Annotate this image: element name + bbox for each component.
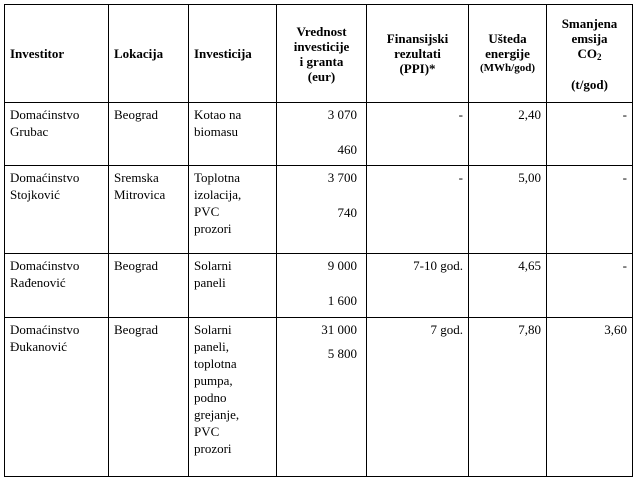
smanjena-cell: - xyxy=(547,254,633,318)
finansijski-cell: - xyxy=(367,166,469,254)
investicija-cell: Toplotna izolacija, PVC prozori xyxy=(189,166,277,254)
header-row xyxy=(5,5,633,103)
lokacija-cell: Sremska Mitrovica xyxy=(109,166,189,254)
investicija-cell: Solarni paneli xyxy=(189,254,277,318)
usteda-cell: 2,40 xyxy=(469,103,547,166)
vrednost-cell: 3 700 740 xyxy=(277,166,367,254)
usteda-cell: 5,00 xyxy=(469,166,547,254)
finansijski-cell: - xyxy=(367,103,469,166)
lokacija-cell: Beograd xyxy=(109,318,189,477)
investicija-cell: Solarni paneli, toplotna pumpa, podno grejanje, PVC prozori xyxy=(189,318,277,477)
smanjena-cell: - xyxy=(547,166,633,254)
header-lokacija: Lokacija xyxy=(109,5,189,103)
investitor-cell: Domaćinstvo Stojković xyxy=(5,166,109,254)
header-investitor: Investitor xyxy=(5,5,109,103)
table-row xyxy=(5,318,633,477)
vrednost-cell: 31 000 5 800 xyxy=(277,318,367,477)
header-finansijski: Finansijski rezultati (PPI)* xyxy=(367,5,469,103)
vrednost-cell: 9 000 1 600 xyxy=(277,254,367,318)
vrednost-cell: 3 070 460 xyxy=(277,103,367,166)
usteda-cell: 7,80 xyxy=(469,318,547,477)
investment-table xyxy=(4,4,633,477)
smanjena-cell: - xyxy=(547,103,633,166)
investitor-cell: Domaćinstvo Grubac xyxy=(5,103,109,166)
table-row xyxy=(5,166,633,254)
usteda-cell: 4,65 xyxy=(469,254,547,318)
investicija-cell: Kotao na biomasu xyxy=(189,103,277,166)
smanjena-cell: 3,60 xyxy=(547,318,633,477)
table-row xyxy=(5,103,633,166)
header-usteda: Ušteda energije (MWh/god) xyxy=(469,5,547,103)
lokacija-cell: Beograd xyxy=(109,254,189,318)
investitor-cell: Domaćinstvo Rađenović xyxy=(5,254,109,318)
header-investicija: Investicija xyxy=(189,5,277,103)
lokacija-cell: Beograd xyxy=(109,103,189,166)
finansijski-cell: 7 god. xyxy=(367,318,469,477)
header-vrednost: Vrednost investicije i granta (eur) xyxy=(277,5,367,103)
investitor-cell: Domaćinstvo Đukanović xyxy=(5,318,109,477)
header-smanjena: Smanjena emsija $CO_2$ (t/god) xyxy=(547,5,633,103)
table-row xyxy=(5,254,633,318)
finansijski-cell: 7-10 god. xyxy=(367,254,469,318)
